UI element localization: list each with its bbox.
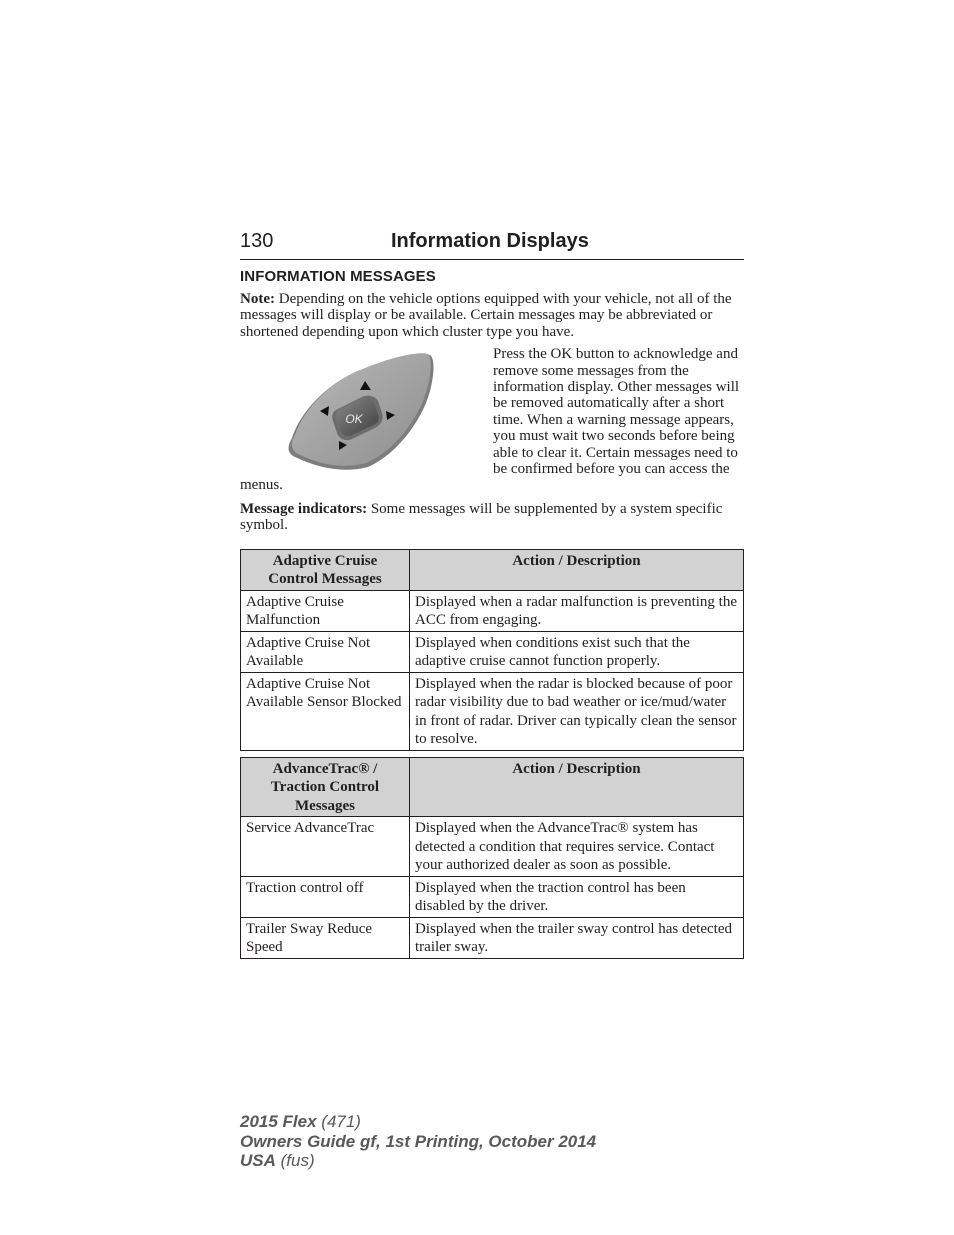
column-header: AdvanceTrac® / Traction Control Messages xyxy=(241,757,410,817)
manual-page xyxy=(240,228,744,959)
note-text: Depending on the vehicle options equipped with your vehicle, not all of the messages will display or be available. Certain messages may be abbreviated or shortened depending upon which cluster type you have. xyxy=(240,291,732,340)
table-row xyxy=(241,590,744,631)
table-row xyxy=(241,672,744,750)
message-cell: Adaptive Cruise Malfunction xyxy=(241,590,410,631)
chapter-title: Information Displays xyxy=(391,230,589,252)
description-cell: Displayed when a radar malfunction is preventing the ACC from engaging. xyxy=(410,590,744,631)
table-row xyxy=(241,817,744,877)
section-title: INFORMATION MESSAGES xyxy=(240,268,436,285)
table-row xyxy=(241,876,744,917)
column-header: Action / Description xyxy=(410,549,744,590)
column-header: Action / Description xyxy=(410,757,744,817)
note-paragraph xyxy=(240,291,744,340)
page-header xyxy=(240,228,744,260)
adaptive-cruise-table xyxy=(240,549,744,751)
description-cell: Displayed when the radar is blocked because of poor radar visibility due to bad weather or ice/mud/water in front of radar. Driver can typically clean the sensor to resolve. xyxy=(410,672,744,750)
ok-label: OK xyxy=(345,412,363,427)
footer-market: USA xyxy=(240,1151,276,1170)
description-cell: Displayed when the traction control has been disabled by the driver. xyxy=(410,876,744,917)
steering-wheel-ok-button-icon xyxy=(240,343,493,473)
indicators-label: Message indicators: xyxy=(240,500,368,517)
table-header-row xyxy=(241,549,744,590)
message-cell: Traction control off xyxy=(241,876,410,917)
footer-guide: Owners Guide gf, 1st Printing, October 2014 xyxy=(240,1131,597,1151)
footer-model: 2015 Flex xyxy=(240,1112,317,1131)
note-label: Note: xyxy=(240,291,275,307)
table-header-row xyxy=(241,757,744,817)
message-cell: Trailer Sway Reduce Speed xyxy=(241,917,410,958)
page-number: 130 xyxy=(240,230,274,252)
ok-paragraph: Press the OK button to acknowledge and remove some messages from the information display. Other messages will be removed automatically after a short time. When a warning message appears, you must wait two seconds before being able to clear it. Certain messages need to be confirmed before you can access the menus. xyxy=(240,346,740,494)
description-cell: Displayed when the trailer sway control has detected trailer sway. xyxy=(410,917,744,958)
footer-line-market xyxy=(240,1151,596,1171)
message-cell: Adaptive Cruise Not Available Sensor Blocked xyxy=(241,672,410,750)
footer-line-model xyxy=(240,1112,596,1132)
description-cell: Displayed when conditions exist such that the adaptive cruise cannot function properly. xyxy=(410,631,744,672)
message-cell: Service AdvanceTrac xyxy=(241,817,410,877)
description-cell: Displayed when the AdvanceTrac® system has detected a condition that requires service. Contact your authorized dealer as soon as possible. xyxy=(410,817,744,877)
footer-line-guide xyxy=(240,1132,596,1152)
footer-market-code: (fus) xyxy=(275,1151,315,1170)
page-footer xyxy=(240,1112,596,1171)
ok-button-section xyxy=(240,346,744,494)
table-row xyxy=(241,917,744,958)
footer-model-code: (471) xyxy=(316,1112,361,1131)
indicators-text: Some messages will be supplemented by a system specific symbol. xyxy=(240,500,723,534)
table-row xyxy=(241,631,744,672)
message-indicators-paragraph xyxy=(240,501,744,534)
message-cell: Adaptive Cruise Not Available xyxy=(241,631,410,672)
column-header: Adaptive Cruise Control Messages xyxy=(241,549,410,590)
advancetrac-table xyxy=(240,757,744,959)
ok-button-illustration xyxy=(240,343,493,473)
